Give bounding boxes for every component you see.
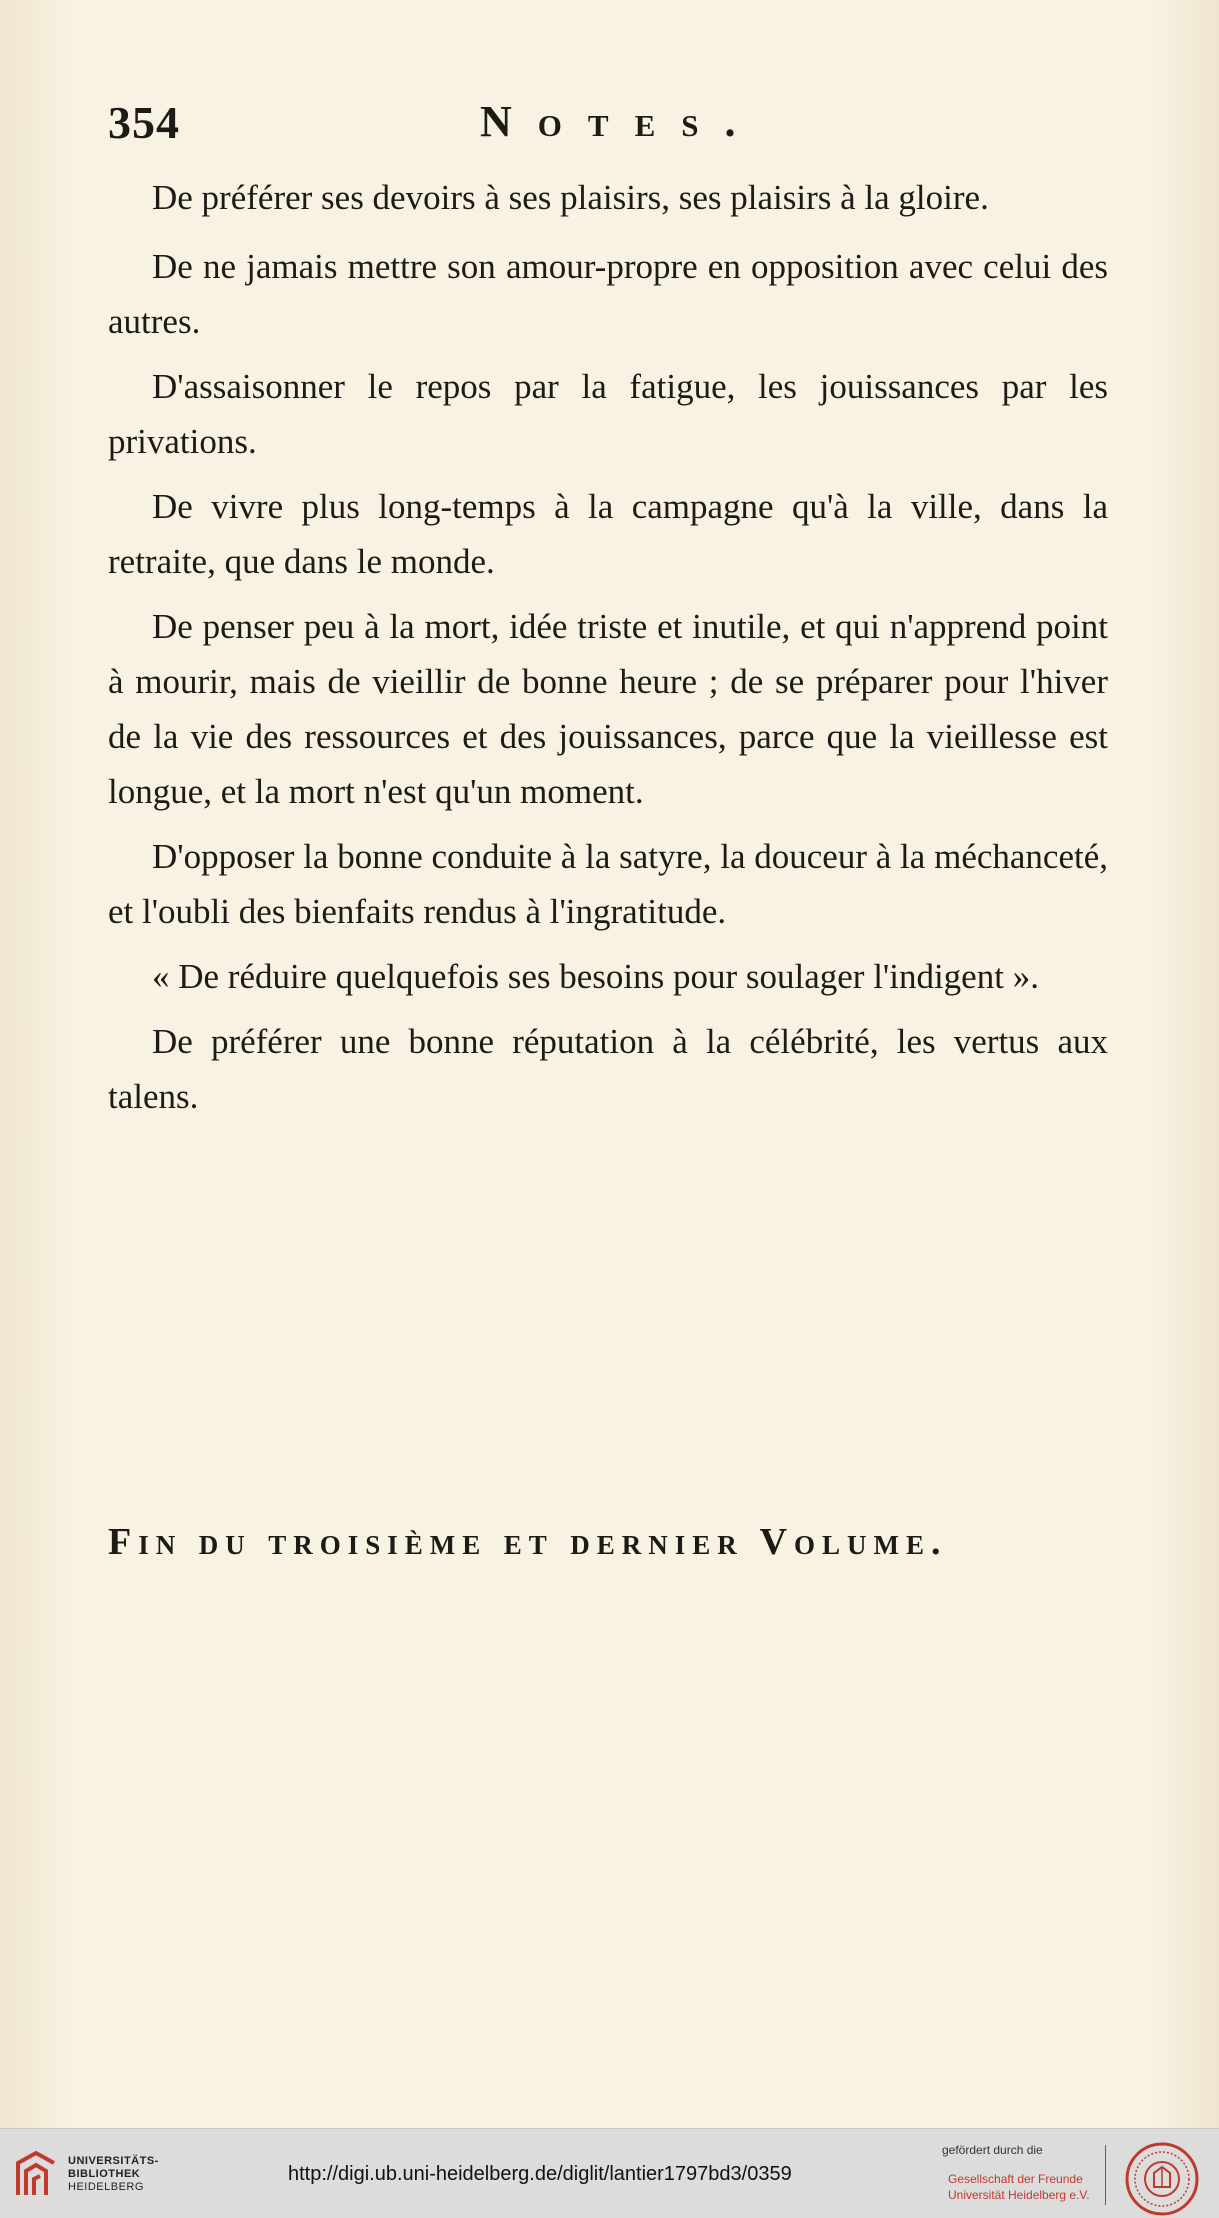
page-number: 354 [108,97,180,148]
viewer-footer [0,2128,1219,2218]
library-name-line: UNIVERSITÄTS- [68,2155,159,2167]
paragraph: De ne jamais mettre son amour-propre en opposition avec celui des autres. [108,247,1108,341]
body-text [108,170,1108,1134]
paragraph: D'opposer la bonne conduite à la satyre, la douceur à la méchanceté, et l'oubli des bienfaits rendus à l'ingratitude. [108,837,1108,931]
library-name [68,2155,159,2194]
page-header [108,96,1108,156]
library-name-line: BIBLIOTHEK [68,2168,141,2180]
paragraph: De préférer ses devoirs à ses plaisirs, ses plaisirs à la gloire. [152,178,989,217]
library-logo-icon [14,2149,58,2199]
colophon: Fin du troisième et dernier Volume. [108,1521,948,1563]
permalink-url[interactable]: http://digi.ub.uni-heidelberg.de/diglit/lantier1797bd3/0359 [288,2163,792,2185]
paragraph: D'assaisonner le repos par la fatigue, les jouissances par les privations. [108,367,1108,461]
sponsor-intro: gefördert durch die [942,2143,1043,2157]
footer-divider [1105,2145,1106,2205]
paragraph: « De réduire quelquefois ses besoins pour soulager l'indigent ». [152,957,1039,996]
paragraph: De vivre plus long-temps à la campagne qu'à la ville, dans la retraite, que dans le monde. [108,487,1108,581]
university-seal-icon [1124,2141,1200,2217]
sponsor-name [948,2171,1090,2203]
paragraph: De penser peu à la mort, idée triste et inutile, et qui n'apprend point à mourir, mais de vieillir de bonne heure ; de se préparer pour l'hiver de la vie des ressources et des jouissances, parce que la vieillesse est longue, et la mort n'est qu'un moment. [108,607,1108,811]
sponsor-name-line: Universität Heidelberg e.V. [948,2188,1090,2202]
paragraph: De préférer une bonne réputation à la célébrité, les vertus aux talens. [108,1022,1108,1116]
library-name-line: HEIDELBERG [68,2181,144,2193]
running-title: Notes. [480,97,762,146]
sponsor-name-line: Gesellschaft der Freunde [948,2172,1083,2186]
